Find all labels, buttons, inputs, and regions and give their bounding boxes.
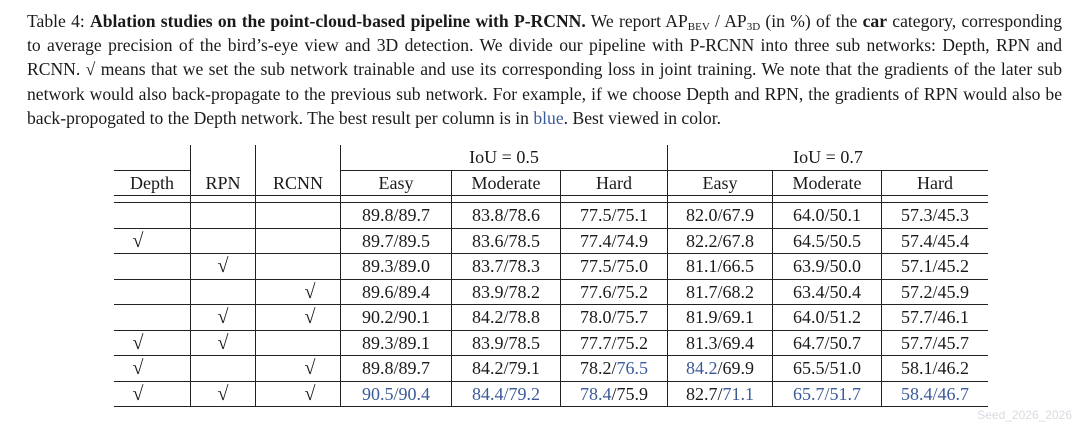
- best-value: 65.7/51.7: [792, 383, 861, 404]
- gap-cell: [341, 196, 452, 203]
- cell-value-text: 65.5/51.0: [792, 358, 861, 379]
- cell-value-text: 89.6/89.4: [361, 281, 430, 302]
- cell-value: [773, 330, 882, 356]
- cell-rpn: [191, 356, 256, 382]
- cell-value-text: 81.9/69.1: [685, 307, 754, 328]
- column-header-rcnn: RCNN: [256, 170, 341, 196]
- column-header-hard-05: Hard: [561, 170, 668, 196]
- best-value: 76.5: [616, 358, 648, 379]
- cell-value-text: /69.9: [717, 358, 754, 379]
- cell-depth: [114, 330, 191, 356]
- cell-value-text: 82.7/: [685, 383, 723, 404]
- cell-value: [668, 305, 773, 331]
- cell-value-text: 63.9/50.0: [792, 256, 861, 277]
- checkmark-icon: √: [217, 255, 229, 278]
- table-row: [114, 228, 988, 254]
- cell-value: [452, 356, 561, 382]
- empty-header-cell: [114, 145, 191, 170]
- caption-text-1: We report AP: [585, 11, 688, 31]
- cell-rcnn: [256, 381, 341, 407]
- caption-text-5: . Best viewed in color.: [563, 107, 721, 128]
- cell-value-text: 64.5/50.5: [792, 230, 861, 251]
- group-header-row: [114, 145, 988, 170]
- column-header-moderate-05: Moderate: [452, 170, 561, 196]
- cell-rcnn: [256, 279, 341, 305]
- cell-value: [452, 203, 561, 229]
- caption-text-4: category, corresponding to average precision of the bird’s-eye view and 3D detection. We divide our pipeline with P-RCNN into three sub networks: Depth, RPN and RCNN. √ means that we set the sub network trainable and use its corresponding loss in joint training. We note that the gradients of the later sub network would also back-propagate to the previous sub network. For example, if we choose Depth and RPN, the gradients of RPN would also be back-propogated to the Depth network. The best result per column is in: [27, 11, 1063, 128]
- caption-title: Ablation studies on the point-cloud-based pipeline with P-RCNN.: [90, 11, 586, 31]
- caption-text-3: (in %) of the: [760, 11, 863, 31]
- cell-depth: [114, 305, 191, 331]
- best-value: 84.2: [685, 358, 718, 379]
- table-row: [114, 330, 988, 356]
- cell-rpn: [191, 254, 256, 280]
- checkmark-icon: √: [132, 229, 144, 252]
- cell-rcnn: [256, 254, 341, 280]
- cell-value-text: 57.7/45.7: [900, 332, 969, 353]
- column-header-hard-07: Hard: [882, 170, 989, 196]
- cell-value: [882, 203, 989, 229]
- cell-value-text: 89.8/89.7: [361, 358, 430, 379]
- cell-value-text: 83.9/78.2: [471, 281, 540, 302]
- cell-value: [341, 356, 452, 382]
- cell-value-text: 89.8/89.7: [361, 205, 430, 226]
- cell-value: [341, 254, 452, 280]
- best-value: 58.4/46.7: [900, 383, 969, 404]
- cell-value: [561, 305, 668, 331]
- cell-value: [668, 279, 773, 305]
- cell-value-text: 77.7/75.2: [579, 332, 648, 353]
- caption-label: Table 4:: [27, 11, 85, 31]
- gap-cell: [191, 196, 256, 203]
- cell-value: [561, 228, 668, 254]
- cell-value-text: 83.7/78.3: [471, 256, 540, 277]
- cell-value: [341, 203, 452, 229]
- cell-value: [882, 254, 989, 280]
- checkmark-icon: √: [217, 331, 229, 354]
- cell-value-text: 81.1/66.5: [685, 256, 754, 277]
- cell-value: [668, 254, 773, 280]
- cell-value: [668, 203, 773, 229]
- cell-value: [341, 330, 452, 356]
- cell-value-text: 77.5/75.1: [579, 205, 648, 226]
- best-value: 78.4: [579, 383, 612, 404]
- results-table-body: [114, 145, 988, 407]
- cell-value-text: 77.5/75.0: [579, 256, 648, 277]
- cell-value: [773, 203, 882, 229]
- group-header-iou-05: IoU = 0.5: [341, 145, 668, 170]
- cell-value: [668, 381, 773, 407]
- cell-value: [668, 330, 773, 356]
- table-row: [114, 356, 988, 382]
- cell-value-text: 64.0/50.1: [792, 205, 861, 226]
- gap-cell: [114, 196, 191, 203]
- cell-value-text: 57.4/45.4: [900, 230, 969, 251]
- column-header-moderate-07: Moderate: [773, 170, 882, 196]
- cell-rpn: [191, 203, 256, 229]
- checkmark-icon: √: [304, 306, 316, 329]
- gap-cell: [452, 196, 561, 203]
- table-caption: [27, 9, 1062, 130]
- cell-value: [668, 356, 773, 382]
- cell-rcnn: [256, 356, 341, 382]
- cell-value: [452, 305, 561, 331]
- cell-value: [773, 254, 882, 280]
- cell-value: [773, 228, 882, 254]
- gap-cell: [773, 196, 882, 203]
- cell-value-text: 63.4/50.4: [792, 281, 861, 302]
- cell-value-text: 89.7/89.5: [361, 230, 430, 251]
- cell-value: [882, 228, 989, 254]
- table-row: [114, 305, 988, 331]
- cell-value-text: /75.9: [611, 383, 648, 404]
- checkmark-icon: √: [132, 357, 144, 380]
- caption-car: car: [862, 11, 888, 31]
- cell-value-text: 81.3/69.4: [685, 332, 754, 353]
- best-value: 84.4/79.2: [471, 383, 540, 404]
- checkmark-icon: √: [304, 357, 316, 380]
- best-value: 71.1: [722, 383, 754, 404]
- checkmark-icon: √: [304, 382, 316, 405]
- cell-value-text: 83.8/78.6: [471, 205, 540, 226]
- cell-value-text: 90.2/90.1: [361, 307, 430, 328]
- cell-rpn: [191, 228, 256, 254]
- table-row: [114, 279, 988, 305]
- cell-value: [452, 254, 561, 280]
- cell-value: [341, 305, 452, 331]
- cell-value: [773, 356, 882, 382]
- cell-value-text: 64.7/50.7: [792, 332, 861, 353]
- caption-blue-word: blue: [533, 107, 564, 128]
- cell-value: [341, 279, 452, 305]
- cell-rcnn: [256, 330, 341, 356]
- cell-value: [341, 381, 452, 407]
- column-header-easy-07: Easy: [668, 170, 773, 196]
- cell-value: [561, 356, 668, 382]
- cell-rpn: [191, 305, 256, 331]
- cell-value-text: 78.2/: [579, 358, 617, 379]
- cell-rpn: [191, 381, 256, 407]
- cell-depth: [114, 228, 191, 254]
- cell-value-text: 84.2/78.8: [471, 307, 540, 328]
- cell-value-text: 89.3/89.1: [361, 332, 430, 353]
- checkmark-icon: √: [217, 382, 229, 405]
- cell-value: [561, 254, 668, 280]
- cell-rpn: [191, 279, 256, 305]
- cell-value: [452, 381, 561, 407]
- cell-value-text: 77.6/75.2: [579, 281, 648, 302]
- checkmark-icon: √: [132, 331, 144, 354]
- column-header-row: [114, 170, 988, 196]
- gap-cell: [561, 196, 668, 203]
- cell-value-text: 83.6/78.5: [471, 230, 540, 251]
- watermark: Seed_2026_2026: [977, 408, 1072, 422]
- cell-value-text: 77.4/74.9: [579, 230, 648, 251]
- cell-value: [668, 228, 773, 254]
- cell-value-text: 82.0/67.9: [685, 205, 754, 226]
- cell-value: [341, 228, 452, 254]
- table-row: [114, 381, 988, 407]
- cell-depth: [114, 356, 191, 382]
- cell-depth: [114, 254, 191, 280]
- checkmark-icon: √: [217, 306, 229, 329]
- checkmark-icon: √: [132, 382, 144, 405]
- cell-value-text: 84.2/79.1: [471, 358, 540, 379]
- cell-value: [452, 279, 561, 305]
- cell-depth: [114, 203, 191, 229]
- cell-value: [561, 330, 668, 356]
- cell-value: [452, 330, 561, 356]
- header-gap-row: [114, 196, 988, 203]
- gap-cell: [668, 196, 773, 203]
- cell-value: [882, 279, 989, 305]
- cell-value: [773, 305, 882, 331]
- cell-depth: [114, 381, 191, 407]
- cell-value: [882, 305, 989, 331]
- column-header-rpn: RPN: [191, 170, 256, 196]
- cell-value-text: 57.1/45.2: [900, 256, 969, 277]
- cell-value-text: 82.2/67.8: [685, 230, 754, 251]
- cell-value: [773, 381, 882, 407]
- caption-sub-3d: 3D: [746, 21, 761, 33]
- caption-text-2: / AP: [709, 11, 747, 31]
- cell-value: [882, 330, 989, 356]
- checkmark-icon: √: [304, 280, 316, 303]
- cell-value-text: 57.7/46.1: [900, 307, 969, 328]
- cell-value-text: 64.0/51.2: [792, 307, 861, 328]
- cell-value-text: 83.9/78.5: [471, 332, 540, 353]
- table-row: [114, 254, 988, 280]
- cell-value: [882, 356, 989, 382]
- caption-sub-bev: BEV: [687, 21, 710, 33]
- gap-cell: [882, 196, 989, 203]
- cell-value-text: 81.7/68.2: [685, 281, 754, 302]
- cell-value: [773, 279, 882, 305]
- cell-depth: [114, 279, 191, 305]
- cell-value: [561, 279, 668, 305]
- group-header-iou-07: IoU = 0.7: [668, 145, 989, 170]
- best-value: 90.5/90.4: [361, 383, 430, 404]
- cell-rpn: [191, 330, 256, 356]
- column-header-easy-05: Easy: [341, 170, 452, 196]
- cell-value-text: 57.2/45.9: [900, 281, 969, 302]
- cell-value-text: 78.0/75.7: [579, 307, 648, 328]
- empty-header-cell: [256, 145, 341, 170]
- empty-header-cell: [191, 145, 256, 170]
- cell-value: [882, 381, 989, 407]
- cell-value-text: 58.1/46.2: [900, 358, 969, 379]
- cell-value: [452, 228, 561, 254]
- table-row: [114, 203, 988, 229]
- cell-value-text: 89.3/89.0: [361, 256, 430, 277]
- gap-cell: [256, 196, 341, 203]
- cell-value: [561, 203, 668, 229]
- column-header-depth: Depth: [114, 170, 191, 196]
- cell-value-text: 57.3/45.3: [900, 205, 969, 226]
- cell-rcnn: [256, 228, 341, 254]
- cell-rcnn: [256, 203, 341, 229]
- cell-rcnn: [256, 305, 341, 331]
- results-table: [114, 145, 988, 407]
- cell-value: [561, 381, 668, 407]
